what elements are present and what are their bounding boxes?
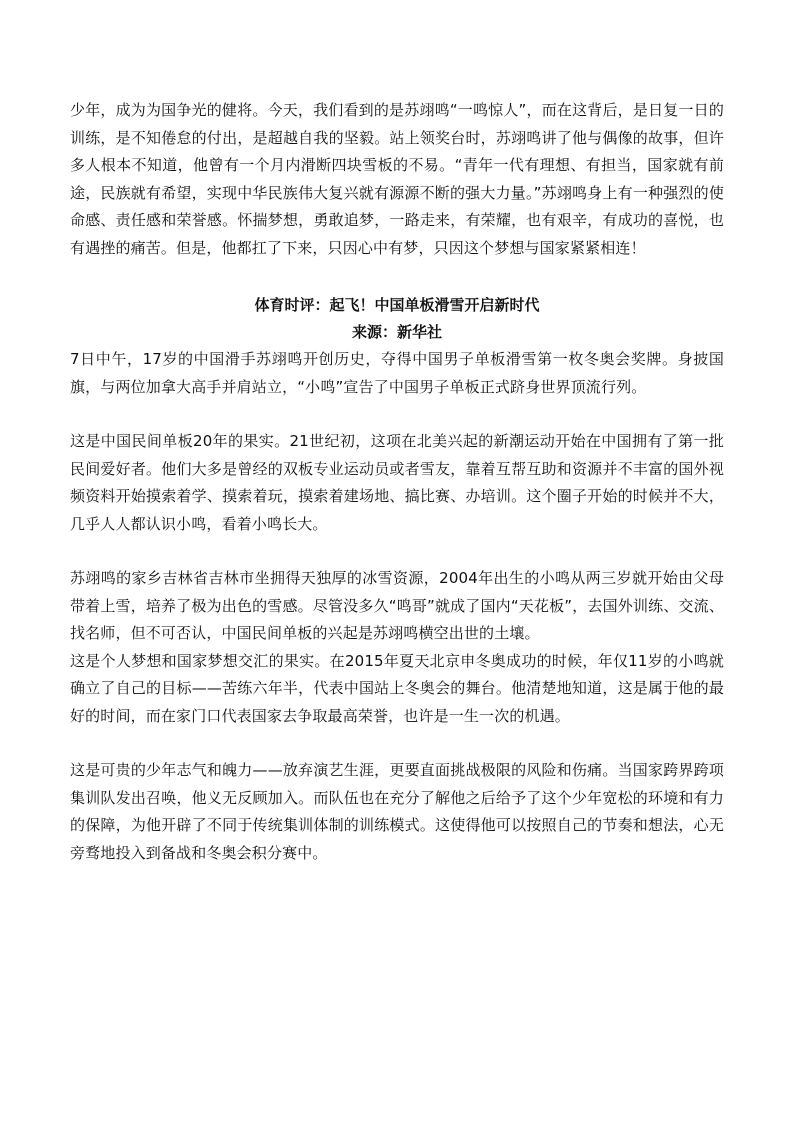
intro-paragraph: 少年，成为为国争光的健将。今天，我们看到的是苏翊鸣“一鸣惊人”，而在这背后，是日复一日的训练，是不知倦怠的付出，是超越自我的坚毅。站上领奖台时，苏翊鸣讲了他与偶像的故事，但许多人根本不知道，他曾有一个月内滑断四块雪板的不易。“青年一代有理想、有担当，国家就有前途，民族就有希望，实现中华民族伟大复兴就有源源不断的强大力量。”苏翊鸣身上有一种强烈的使命感、责任感和荣誉感。怀揣梦想，勇敢追梦，一路走来，有荣耀，也有艰辛，有成功的喜悦，也有遇挫的痛苦。但是，他都扛了下来，只因心中有梦，只因这个梦想与国家紧紧相连！ xyxy=(70,101,724,257)
body-paragraph-1: 7日中午，17岁的中国滑手苏翊鸣开创历史，夺得中国男子单板滑雪第一枚冬奥会奖牌。身披国旗，与两位加拿大高手并肩站立，“小鸣”宣告了中国男子单板正式跻身世界顶流行列。 xyxy=(70,350,724,396)
body-paragraph-5: 这是可贵的少年志气和魄力——放弃演艺生涯，更要直面挑战极限的风险和伤痛。当国家跨界跨项集训队发出召唤，他义无反顾加入。而队伍也在充分了解他之后给予了这个少年宽松的环境和有力的保障，为他开辟了不同于传统集训体制的训练模式。这使得他可以按照自己的节奏和想法，心无旁骛地投入到备战和冬奥会积分赛中。 xyxy=(70,761,724,862)
article-source: 来源：新华社 xyxy=(351,323,442,341)
spacer xyxy=(70,538,724,565)
body-paragraph-4: 这是个人梦想和国家梦想交汇的果实。在2015年夏天北京申冬奥成功的时候，年仅11岁的小鸣就确立了自己的目标——苦练六年半，代表中国站上冬奥会的舞台。他清楚地知道，这是属于他的最好的时间，而在家门口代表国家去争取最高荣誉，也许是一生一次的机遇。 xyxy=(70,651,724,725)
spacer xyxy=(70,401,724,428)
article-title: 体育时评：起飞！中国单板滑雪开启新时代 xyxy=(254,296,540,314)
body-paragraph-2: 这是中国民间单板20年的果实。21世纪初，这项在北美兴起的新潮运动开始在中国拥有了第一批民间爱好者。他们大多是曾经的双板专业运动员或者雪友，靠着互帮互助和资源并不丰富的国外视频资料开始摸索着学、摸索着玩，摸索着建场地、搞比赛、办培训。这个圈子开始的时候并不大，几乎人人都认识小鸣，看着小鸣长大。 xyxy=(70,432,724,533)
body-paragraph-3: 苏翊鸣的家乡吉林省吉林市坐拥得天独厚的冰雪资源，2004年出生的小鸣从两三岁就开始由父母带着上雪，培养了极为出色的雪感。尽管没多久“鸣哥”就成了国内“天花板”，去国外训练、交流、找名师，但不可否认，中国民间单板的兴起是苏翊鸣横空出世的土壤。 xyxy=(70,569,724,642)
spacer xyxy=(70,262,724,292)
spacer xyxy=(70,730,724,757)
